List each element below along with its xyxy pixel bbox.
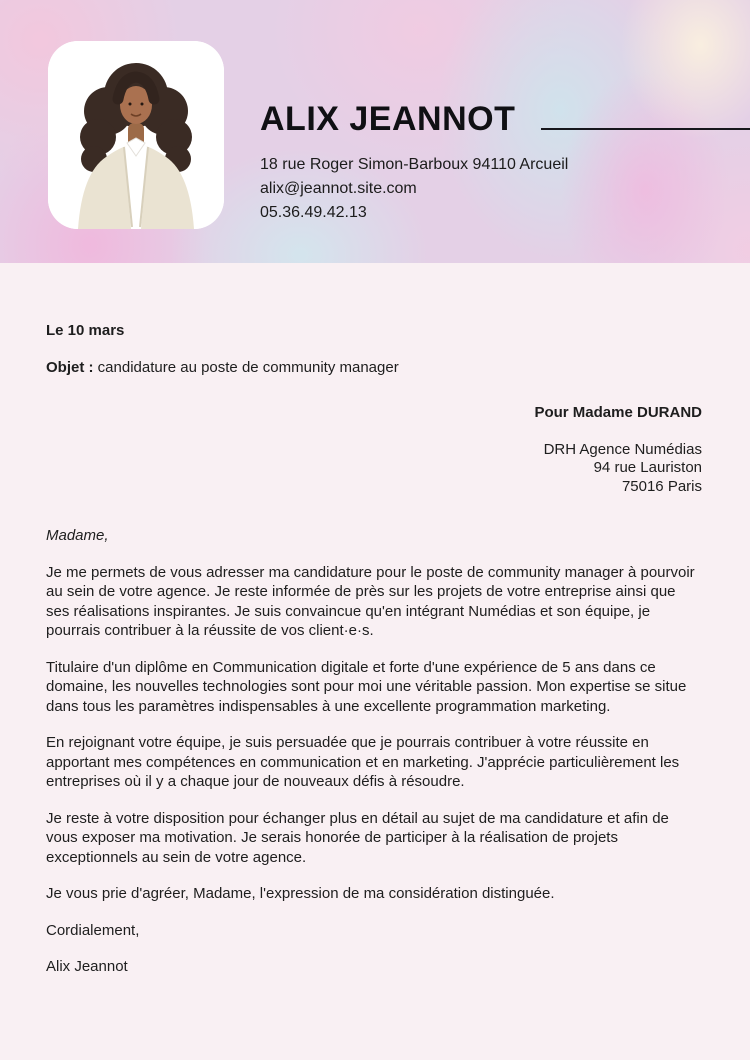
name-row	[260, 102, 750, 136]
contact-address: 18 rue Roger Simon-Barboux 94110 Arcueil	[260, 156, 569, 173]
header-identity-block	[260, 102, 750, 225]
header-gradient-band	[0, 0, 750, 263]
signoff: Cordialement,	[46, 921, 140, 939]
contact-block	[260, 153, 750, 225]
letter-body	[0, 263, 750, 977]
candidate-name: ALIX JEANNOT	[260, 100, 516, 138]
header-rule	[541, 128, 750, 130]
portrait-illustration	[48, 41, 224, 229]
letter-paragraph: En rejoignant votre équipe, je suis persuadée que je pourrais contribuer à votre réussite en apportant mes compétences en communication et en marketing. J'apprécie particulièrement les entreprises où il y a chaque jour de nouveaux défis à résoudre.	[46, 734, 680, 790]
subject-line	[46, 358, 702, 378]
contact-email: alix@jeannot.site.com	[260, 180, 417, 197]
letter-date: Le 10 mars	[46, 322, 125, 339]
recipient-block	[46, 403, 702, 496]
subject-text: candidature au poste de community manager	[97, 358, 399, 376]
contact-phone: 05.36.49.42.13	[260, 204, 367, 221]
profile-photo	[48, 41, 224, 229]
signature-name: Alix Jeannot	[46, 958, 128, 975]
recipient-address	[46, 441, 702, 497]
recipient-address-line: 75016 Paris	[621, 477, 702, 495]
subject-label: Objet :	[46, 358, 94, 376]
closing-formula: Je vous prie d'agréer, Madame, l'expression de ma considération distinguée.	[46, 885, 555, 902]
recipient-address-line: 94 rue Lauriston	[593, 459, 702, 476]
recipient-address-line: DRH Agence Numédias	[543, 440, 702, 458]
letter-paragraph: Je reste à votre disposition pour échanger plus en détail au sujet de ma candidature et afin de vous exposer ma motivation. Je serais honorée de participer à la réalisation de projets exceptionnels au sein de votre agence.	[46, 809, 669, 866]
salutation: Madame,	[46, 527, 109, 544]
letter-paragraph: Titulaire d'un diplôme en Communication digitale et forte d'une expérience de 5 ans dans ce domaine, les nouvelles technologies sont pour moi une véritable passion. Mon expertise se situe dans tous les paramètres indispensables à une excellente programmation marketing.	[46, 658, 687, 715]
recipient-attention: Pour Madame DURAND	[534, 404, 702, 421]
letter-paragraph: Je me permets de vous adresser ma candidature pour le poste de community manager à pourvoir au sein de votre agence. Je reste informée de près sur les projets de votre entreprise ainsi que ses réalisations inspirantes. Je suis convaincue qu'en intégrant Numédias et son équipe, je pourrais contribuer à la réussite de vos client·e·s.	[46, 563, 695, 639]
